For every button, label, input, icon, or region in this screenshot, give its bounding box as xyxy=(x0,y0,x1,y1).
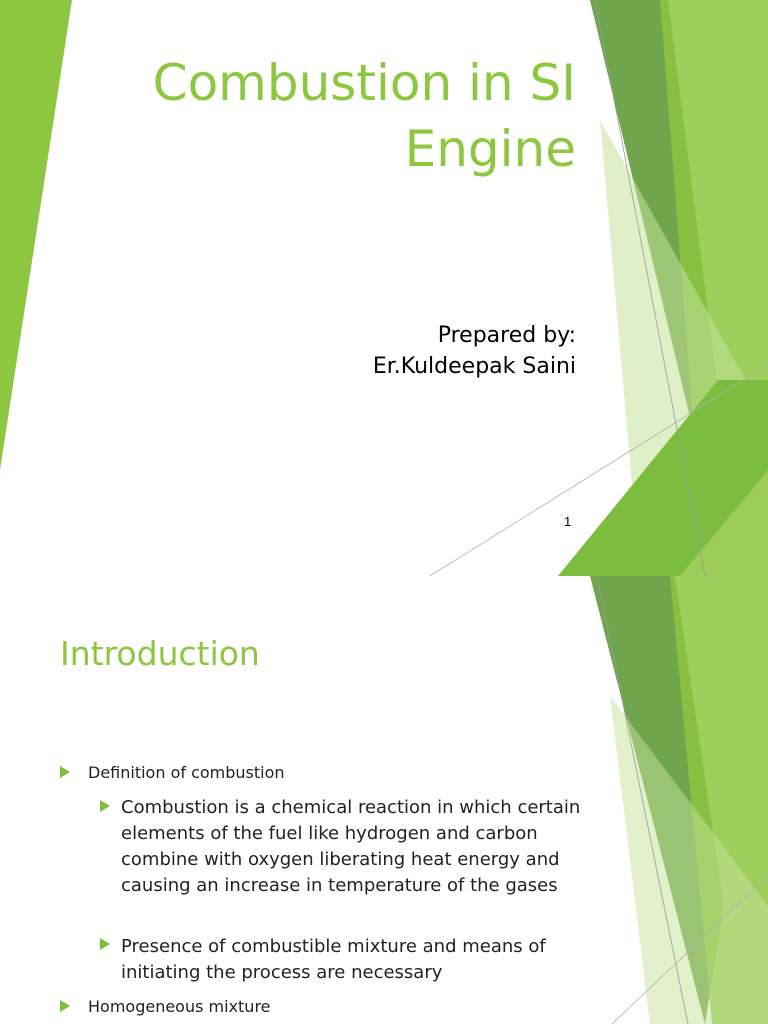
bullet-arrow-icon xyxy=(60,766,70,778)
prepared-by-label: Prepared by: xyxy=(437,323,576,348)
title-line: Combustion in SI xyxy=(152,54,576,112)
list-item: Presence of combustible mixture and means of initiating the process are necessary xyxy=(121,936,546,983)
introduction-slide xyxy=(0,576,768,1024)
list-item: Combustion is a chemical reaction in which certain elements of the fuel like hydrogen and carbon combine with oxygen liberating heat energy and causing an increase in temperature of the gases xyxy=(121,797,581,896)
title-line: Engine xyxy=(404,120,576,178)
bullet-arrow-icon xyxy=(100,938,110,950)
bullet-arrow-icon xyxy=(100,800,110,812)
list-item: Definition of combustion xyxy=(88,763,285,782)
slide-title xyxy=(16,50,576,182)
slide-title: Introduction xyxy=(60,634,260,673)
author-name: Er.Kuldeepak Saini xyxy=(372,354,576,379)
list-item: Homogeneous mixture xyxy=(88,997,271,1016)
subtitle xyxy=(176,320,576,382)
bullet-arrow-icon xyxy=(60,1000,70,1012)
slide-number: 1 xyxy=(564,514,572,529)
